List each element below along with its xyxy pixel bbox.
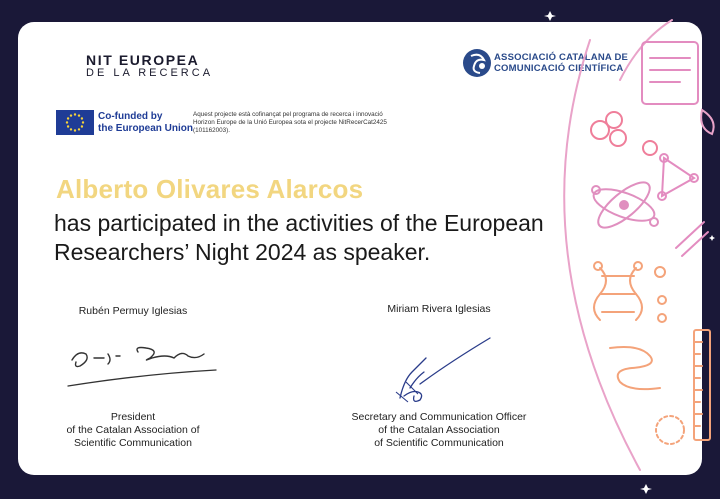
eu-star-icon xyxy=(67,117,69,119)
eu-line2: the European Union xyxy=(98,123,193,134)
eu-star-icon xyxy=(70,114,72,116)
eu-star-icon xyxy=(70,128,72,130)
nit-europea-logo xyxy=(52,42,212,92)
funding-note: Aquest projecte està cofinançat pel programa de recerca i innovació Horizon Europe de la Unió Europea sota el projecte NitRecerCat2425 (101162003). xyxy=(193,111,387,134)
association-name-line1: ASSOCIACIÓ CATALANA DE xyxy=(494,52,629,63)
crescent-moon-icon xyxy=(52,42,86,88)
nit-logo-subtitle: DE LA RECERCA xyxy=(86,67,214,79)
eu-line1: Co-funded by xyxy=(98,111,163,122)
signatory-2-name: Miriam Rivera Iglesias xyxy=(387,303,491,315)
eu-star-icon xyxy=(67,125,69,127)
certificate-card xyxy=(18,22,702,475)
eu-star-icon xyxy=(78,128,80,130)
signature-1-image xyxy=(64,336,224,392)
eu-star-icon xyxy=(82,121,84,123)
eu-star-icon xyxy=(74,129,76,131)
eu-flag-icon xyxy=(56,110,94,135)
signature-2-image xyxy=(390,328,510,406)
eu-star-icon xyxy=(66,121,68,123)
association-logo xyxy=(462,46,629,86)
signatory-2-role: Secretary and Communication Officer of the Catalan Association of Scientific Communication xyxy=(351,411,527,449)
association-emblem-icon xyxy=(462,48,492,78)
eu-star-icon xyxy=(81,125,83,127)
nit-logo-title: NIT EUROPEA xyxy=(86,52,200,68)
signatory-1-role: President of the Catalan Association of Scientific Communication xyxy=(66,411,200,449)
eu-cofunded-label xyxy=(98,111,193,135)
recipient-name: Alberto Olivares Alarcos xyxy=(56,174,364,204)
eu-star-icon xyxy=(78,114,80,116)
participation-statement: has participated in the activities of the European Researchers’ Night 2024 as speaker. xyxy=(54,210,544,265)
eu-star-icon xyxy=(81,117,83,119)
signatory-1-name: Rubén Permuy Iglesias xyxy=(78,305,188,317)
association-name-line2: COMUNICACIÓ CIENTÍFICA xyxy=(494,63,624,74)
eu-star-icon xyxy=(74,113,76,115)
leaf-icon xyxy=(701,110,714,134)
